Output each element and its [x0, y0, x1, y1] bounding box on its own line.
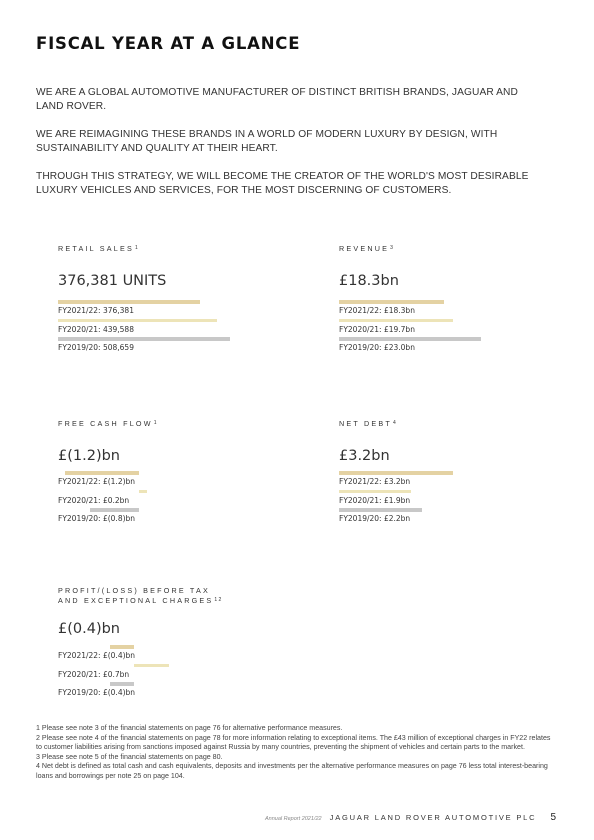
- page-footer: [265, 812, 556, 823]
- bar-label: FY2021/22: 376,381: [58, 306, 134, 315]
- bar-row-fy2020-21: [339, 319, 579, 338]
- metric-value: 376,381 UNITS: [58, 273, 167, 289]
- bar: [339, 508, 422, 512]
- bar-label: FY2021/22: £(0.4)bn: [58, 651, 136, 660]
- metric-net-debt: [339, 419, 579, 527]
- bar-label: FY2019/20: £(0.4)bn: [58, 688, 136, 697]
- report-name: Annual Report 2021/22: [265, 816, 322, 822]
- footnote-3: 3 Please see note 5 of the financial statements on page 80.: [36, 752, 223, 761]
- metric-label: REVENUE$^3$: [339, 244, 393, 253]
- bar-row-fy2019-20: [58, 508, 298, 527]
- bar-chart: [58, 300, 298, 356]
- bar-row-fy2019-20: [339, 508, 579, 527]
- bar: [58, 337, 230, 341]
- bar-chart: [339, 471, 579, 527]
- bar: [58, 319, 217, 323]
- company-name: JAGUAR LAND ROVER AUTOMOTIVE PLC: [329, 813, 537, 822]
- intro-paragraph-3: THROUGH THIS STRATEGY, WE WILL BECOME THE CREATOR OF THE WORLD'S MOST DESIRABLE LUXURY VEHICLES AND SERVICES, FOR THE MOST DISCERNING OF CUSTOMERS.: [36, 171, 529, 196]
- bar: [65, 471, 139, 475]
- bar: [339, 337, 481, 341]
- metric-retail-sales: [58, 244, 298, 356]
- bar: [339, 319, 453, 323]
- bar: [58, 300, 200, 304]
- bar-row-fy2020-21: [339, 490, 579, 509]
- bar-label: FY2019/20: £23.0bn: [339, 343, 415, 352]
- bar-row-fy2020-21: [58, 319, 298, 338]
- bar-row-fy2021-22: [58, 471, 298, 490]
- bar-label: FY2020/21: £1.9bn: [339, 495, 411, 505]
- metric-revenue: [339, 244, 579, 356]
- bar-label: FY2021/22: £(1.2)bn: [58, 477, 136, 486]
- metric-value: £18.3bn: [339, 273, 399, 289]
- footnote-1: 1 Please see note 3 of the financial statements on page 76 for alternative performance measures.: [36, 724, 343, 732]
- bar: [339, 300, 444, 304]
- metric-free-cash-flow: [58, 419, 298, 527]
- metric-label: FREE CASH FLOW$^1$: [58, 419, 157, 428]
- bar-row-fy2019-20: [58, 682, 298, 701]
- footnote-2: 2 Please see note 4 of the financial statements on page 78 for more information relating to exceptional items. The £43 million of exceptional charges in FY22 relates to customer liabilities arising from sanctions imposed against Russia by many countries, preventing the shipment of vehicles and certain parts to the market.: [36, 733, 551, 752]
- page-title: FISCAL YEAR AT A GLANCE: [36, 34, 301, 53]
- bar: [110, 645, 134, 649]
- bar-chart: [58, 645, 298, 701]
- bar: [339, 471, 453, 475]
- metric-value: £(0.4)bn: [58, 621, 120, 637]
- bar-row-fy2021-22: [339, 471, 579, 490]
- bar-row-fy2020-21: [58, 664, 298, 683]
- bar-chart: [58, 471, 298, 527]
- metric-value: £(1.2)bn: [58, 448, 120, 464]
- bar-row-fy2021-22: [58, 300, 298, 319]
- metric-label: PROFIT/(LOSS) BEFORE TAX AND EXCEPTIONAL $CHARGES^{1 2}$: [58, 586, 222, 605]
- bar: [139, 490, 147, 494]
- bar-label: FY2019/20: £2.2bn: [339, 514, 411, 523]
- bar: [90, 508, 139, 512]
- bar-row-fy2021-22: [58, 645, 298, 664]
- footnote-4: 4 Net debt is defined as total cash and cash equivalents, deposits and investments per the alternative performance measures on page 76 less total interest-bearing loans and borrowings per note 25 on page 104.: [36, 762, 548, 780]
- bar: [134, 664, 169, 668]
- bar-row-fy2020-21: [58, 490, 298, 509]
- bar-row-fy2019-20: [58, 337, 298, 356]
- bar-label: FY2019/20: £(0.8)bn: [58, 514, 136, 523]
- page-number: 5: [550, 812, 556, 823]
- metric-profit-before-tax: [58, 586, 298, 701]
- bar-label: FY2020/21: £0.2bn: [58, 495, 130, 505]
- metric-value: £3.2bn: [339, 448, 390, 464]
- bar-chart: [339, 300, 579, 356]
- metric-label: RETAIL SALES$^1$: [58, 244, 138, 253]
- bar-row-fy2021-22: [339, 300, 579, 319]
- footnotes: [36, 724, 558, 782]
- bar-label: FY2019/20: 508,659: [58, 343, 134, 352]
- bar-label: FY2021/22: £3.2bn: [339, 477, 411, 486]
- metric-label: NET DEBT$^4$: [339, 419, 396, 428]
- intro-paragraph-1: WE ARE A GLOBAL AUTOMOTIVE MANUFACTURER OF DISTINCT BRITISH BRANDS, JAGUAR AND LAND ROVER.: [36, 87, 518, 112]
- bar-label: FY2020/21: £19.7bn: [339, 324, 415, 334]
- bar: [339, 490, 411, 494]
- bar-label: FY2020/21: 439,588: [58, 324, 134, 334]
- bar: [110, 682, 134, 686]
- intro-paragraph-2: WE ARE REIMAGINING THESE BRANDS IN A WORLD OF MODERN LUXURY BY DESIGN, WITH SUSTAINABILITY AND QUALITY AT THEIR HEART.: [36, 129, 498, 154]
- bar-label: FY2021/22: £18.3bn: [339, 306, 415, 315]
- bar-row-fy2019-20: [339, 337, 579, 356]
- bar-label: FY2020/21: £0.7bn: [58, 669, 130, 679]
